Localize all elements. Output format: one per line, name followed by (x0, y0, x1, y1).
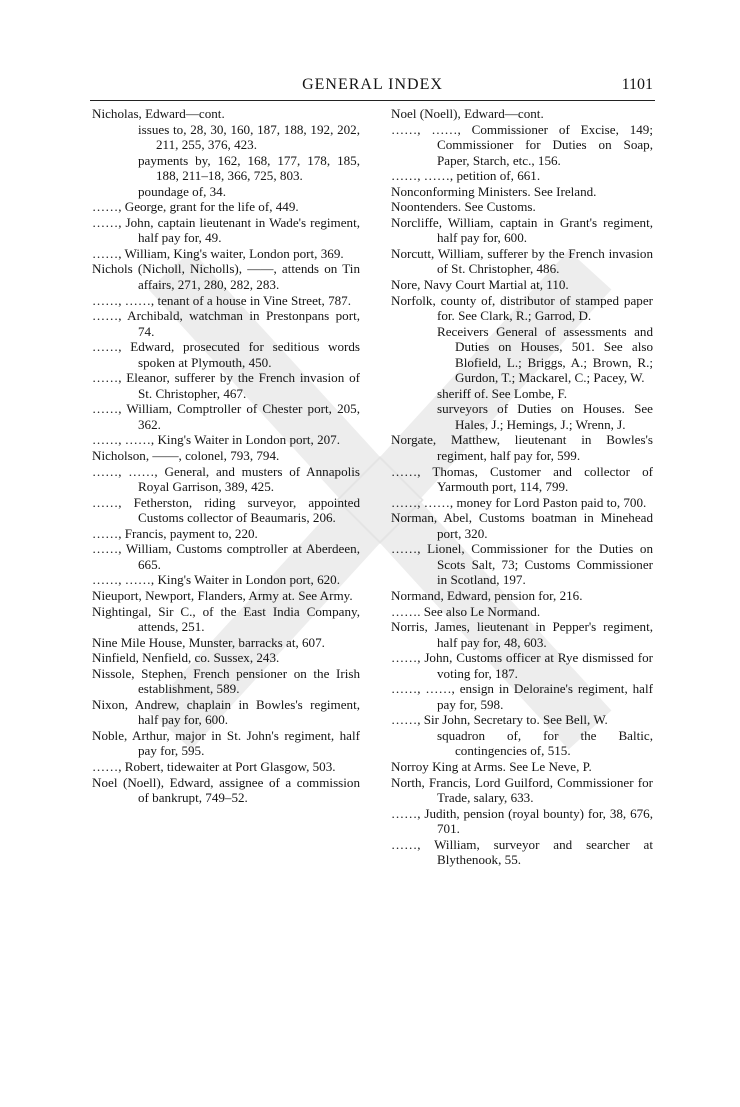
index-entry: Norris, James, lieutenant in Pepper's regiment, half pay for, 48, 603. (391, 619, 653, 650)
index-entry: Nixon, Andrew, chaplain in Bowles's regiment, half pay for, 600. (92, 696, 360, 728)
index-subentry: Receivers General of assessments and Duties on Houses, 501. See also Blofield, L.; Briggs, A.; Brown, R.; Gurdon, T.; Mackarel, C.; Pacey, W. (437, 323, 653, 386)
index-entry: ……, ……, Commissioner of Excise, 149; Commissioner for Duties on Soap, Paper, Starch, etc., 156. (391, 121, 653, 168)
index-entry: ……. See also Le Normand. (391, 603, 541, 619)
index-entry: ……, Lionel, Commissioner for the Duties on Scots Salt, 73; Customs Commissioner in Scotland, 197. (391, 541, 653, 588)
index-entry: ……, ……, petition of, 661. (391, 168, 541, 184)
index-entry: Normand, Edward, pension for, 216. (391, 587, 583, 603)
index-entry: ……, ……, King's Waiter in London port, 207. (92, 432, 341, 448)
index-entry: Norroy King at Arms. See Le Neve, P. (391, 758, 592, 774)
index-entry: Norman, Abel, Customs boatman in Minehead port, 320. (391, 510, 653, 541)
index-entry: Nichols (Nicholl, Nicholls), ——, attends on Tin affairs, 271, 280, 282, 283. (92, 261, 360, 293)
index-entry: Ninfield, Nenfield, co. Sussex, 243. (92, 650, 280, 666)
index-entry: Nicholas, Edward—cont. (92, 106, 225, 121)
index-entry: Norcutt, William, sufferer by the French invasion of St. Christopher, 486. (391, 245, 653, 277)
index-entry: ……, William, King's waiter, London port, 369. (92, 245, 344, 261)
index-entry: Noontenders. See Customs. (391, 199, 536, 215)
index-entry: Nine Mile House, Munster, barracks at, 607. (92, 634, 325, 650)
index-subentry: squadron of, for the Baltic, contingencies of, 515. (437, 727, 653, 759)
index-subentry: issues to, 28, 30, 160, 187, 188, 192, 202, 211, 255, 376, 423. (138, 121, 360, 153)
index-entry: ……, John, Customs officer at Rye dismissed for voting for, 187. (391, 650, 653, 681)
index-subentry: sheriff of. See Lombe, F. (437, 385, 567, 401)
page-header (90, 76, 655, 101)
page-title: GENERAL INDEX (302, 76, 443, 93)
index-entry: Nieuport, Newport, Flanders, Army at. See Army. (92, 587, 353, 603)
index-entry: ……, ……, King's Waiter in London port, 620. (92, 572, 341, 588)
index-entry: Nightingal, Sir C., of the East India Company, attends, 251. (92, 603, 360, 635)
index-entry: Nicholson, ——, colonel, 793, 794. (92, 448, 280, 464)
index-entry: Noble, Arthur, major in St. John's regiment, half pay for, 595. (92, 727, 360, 759)
index-entry: ……, Sir John, Secretary to. See Bell, W. (391, 712, 608, 728)
index-entry: Norcliffe, William, captain in Grant's regiment, half pay for, 600. (391, 214, 653, 246)
index-entry: Nissole, Stephen, French pensioner on the Irish establishment, 589. (92, 665, 360, 697)
index-entry: Nonconforming Ministers. See Ireland. (391, 183, 597, 199)
index-entry: ……, William, Customs comptroller at Aberdeen, 665. (92, 541, 360, 572)
index-entry: ……, Eleanor, sufferer by the French invasion of St. Christopher, 467. (92, 370, 360, 401)
index-entry: Noel (Noell), Edward, assignee of a commission of bankrupt, 749–52. (92, 774, 360, 806)
index-entry: ……, Thomas, Customer and collector of Yarmouth port, 114, 799. (391, 463, 653, 495)
index-entry: ……, William, Comptroller of Chester port, 205, 362. (92, 401, 360, 432)
index-subentry: surveyors of Duties on Houses. See Hales, J.; Hemings, J.; Wrenn, J. (437, 401, 653, 432)
index-entry: ……, ……, General, and musters of Annapolis Royal Garrison, 389, 425. (92, 463, 360, 495)
index-entry: ……, ……, money for Lord Paston paid to, 700. (391, 494, 647, 510)
index-column-left (92, 106, 360, 806)
index-entry: ……, Fetherston, riding surveyor, appointed Customs collector of Beaumaris, 206. (92, 494, 360, 526)
index-entry: ……, Robert, tidewaiter at Port Glasgow, 503. (92, 758, 336, 774)
index-entry: ……, John, captain lieutenant in Wade's regiment, half pay for, 49. (92, 214, 360, 246)
index-column-right (391, 106, 653, 868)
index-entry: North, Francis, Lord Guilford, Commissioner for Trade, salary, 633. (391, 774, 653, 806)
index-entry: Norfolk, county of, distributor of stamped paper for. See Clark, R.; Garrod, D. (391, 292, 653, 324)
index-entry: Nore, Navy Court Martial at, 110. (391, 277, 569, 293)
index-entry: Noel (Noell), Edward—cont. (391, 106, 544, 121)
index-entry: ……, Francis, payment to, 220. (92, 525, 258, 541)
index-entry: ……, ……, tenant of a house in Vine Street, 787. (92, 292, 351, 308)
index-subentry: payments by, 162, 168, 177, 178, 185, 188, 211–18, 366, 725, 803. (138, 152, 360, 184)
page-number: 1101 (621, 76, 653, 93)
index-subentry: poundage of, 34. (138, 183, 226, 199)
index-entry: Norgate, Matthew, lieutenant in Bowles's regiment, half pay for, 599. (391, 432, 653, 464)
index-entry: ……, Judith, pension (royal bounty) for, 38, 676, 701. (391, 805, 653, 837)
index-entry: ……, Archibald, watchman in Prestonpans port, 74. (92, 308, 360, 339)
index-entry: ……, George, grant for the life of, 449. (92, 199, 299, 215)
index-entry: ……, William, surveyor and searcher at Blythenook, 55. (391, 836, 653, 868)
index-entry: ……, ……, ensign in Deloraine's regiment, half pay for, 598. (391, 681, 653, 712)
index-entry: ……, Edward, prosecuted for seditious words spoken at Plymouth, 450. (92, 339, 360, 370)
